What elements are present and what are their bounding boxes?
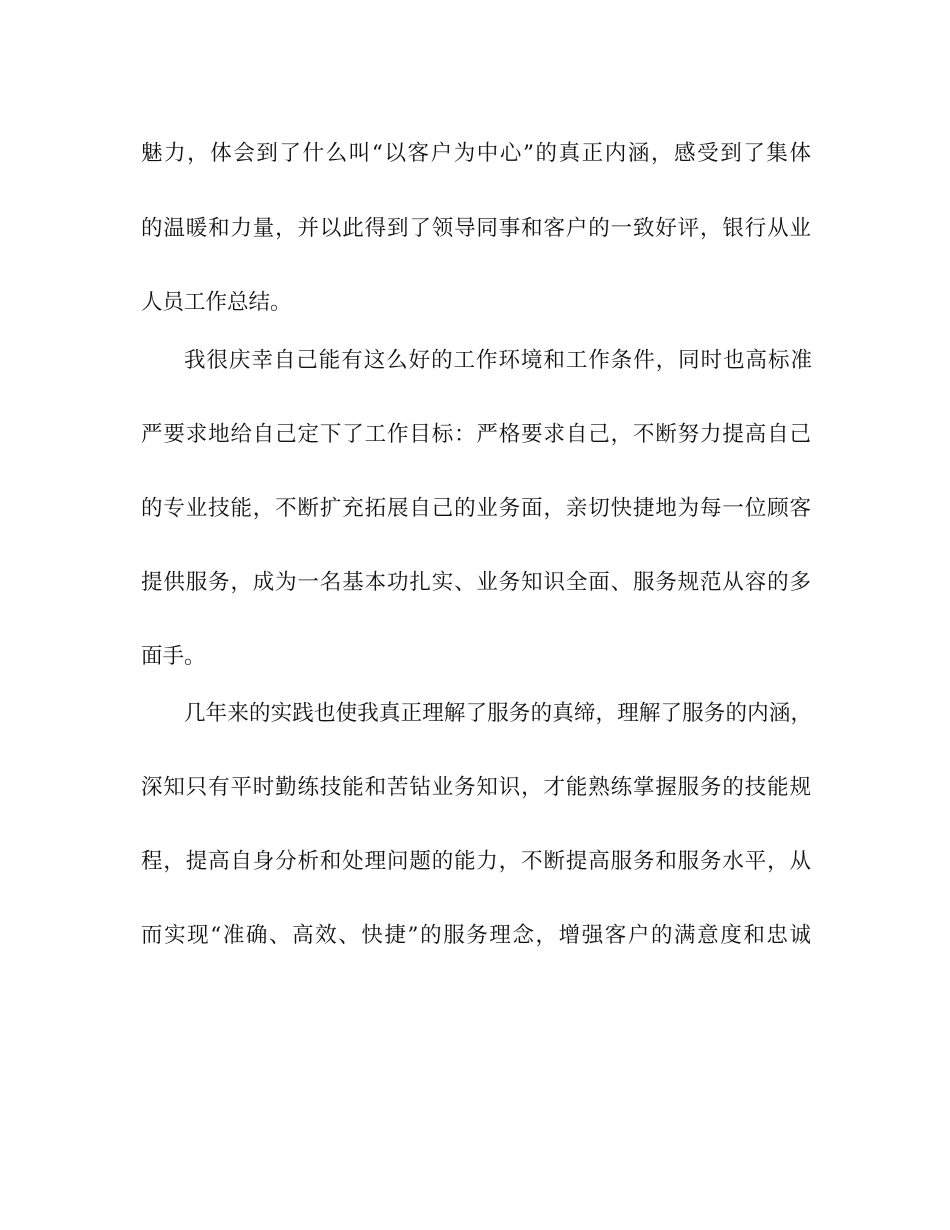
text-line: 面手。 [141,644,206,669]
text-line: 深知只有平时勤练技能和苦钻业务知识，才能熟练掌握服务的技能规 [141,775,811,800]
text-line: 的温暖和力量，并以此得到了领导同事和客户的一致好评，银行从业 [141,216,811,241]
text-line: 魅力，体会到了什么叫“以客户为中心”的真正内涵，感受到了集体 [141,141,811,166]
text-line: 严要求地给自己定下了工作目标：严格要求自己，不断努力提高自己 [141,422,811,447]
paragraph-start-line: 我很庆幸自己能有这么好的工作环境和工作条件，同时也高标准 [184,348,812,373]
text-line: 人员工作总结。 [141,290,292,315]
text-line: 而实现“准确、高效、快捷”的服务理念，增强客户的满意度和忠诚 [141,923,811,948]
paragraph-start-line: 几年来的实践也使我真正理解了服务的真缔，理解了服务的内涵， [184,701,812,726]
text-line: 提供服务，成为一名基本功扎实、业务知识全面、服务规范从容的多 [141,570,811,595]
text-line: 程，提高自身分析和处理问题的能力，不断提高服务和服务水平，从 [141,849,811,874]
text-line: 的专业技能，不断扩充拓展自己的业务面，亲切快捷地为每一位顾客 [141,496,811,521]
